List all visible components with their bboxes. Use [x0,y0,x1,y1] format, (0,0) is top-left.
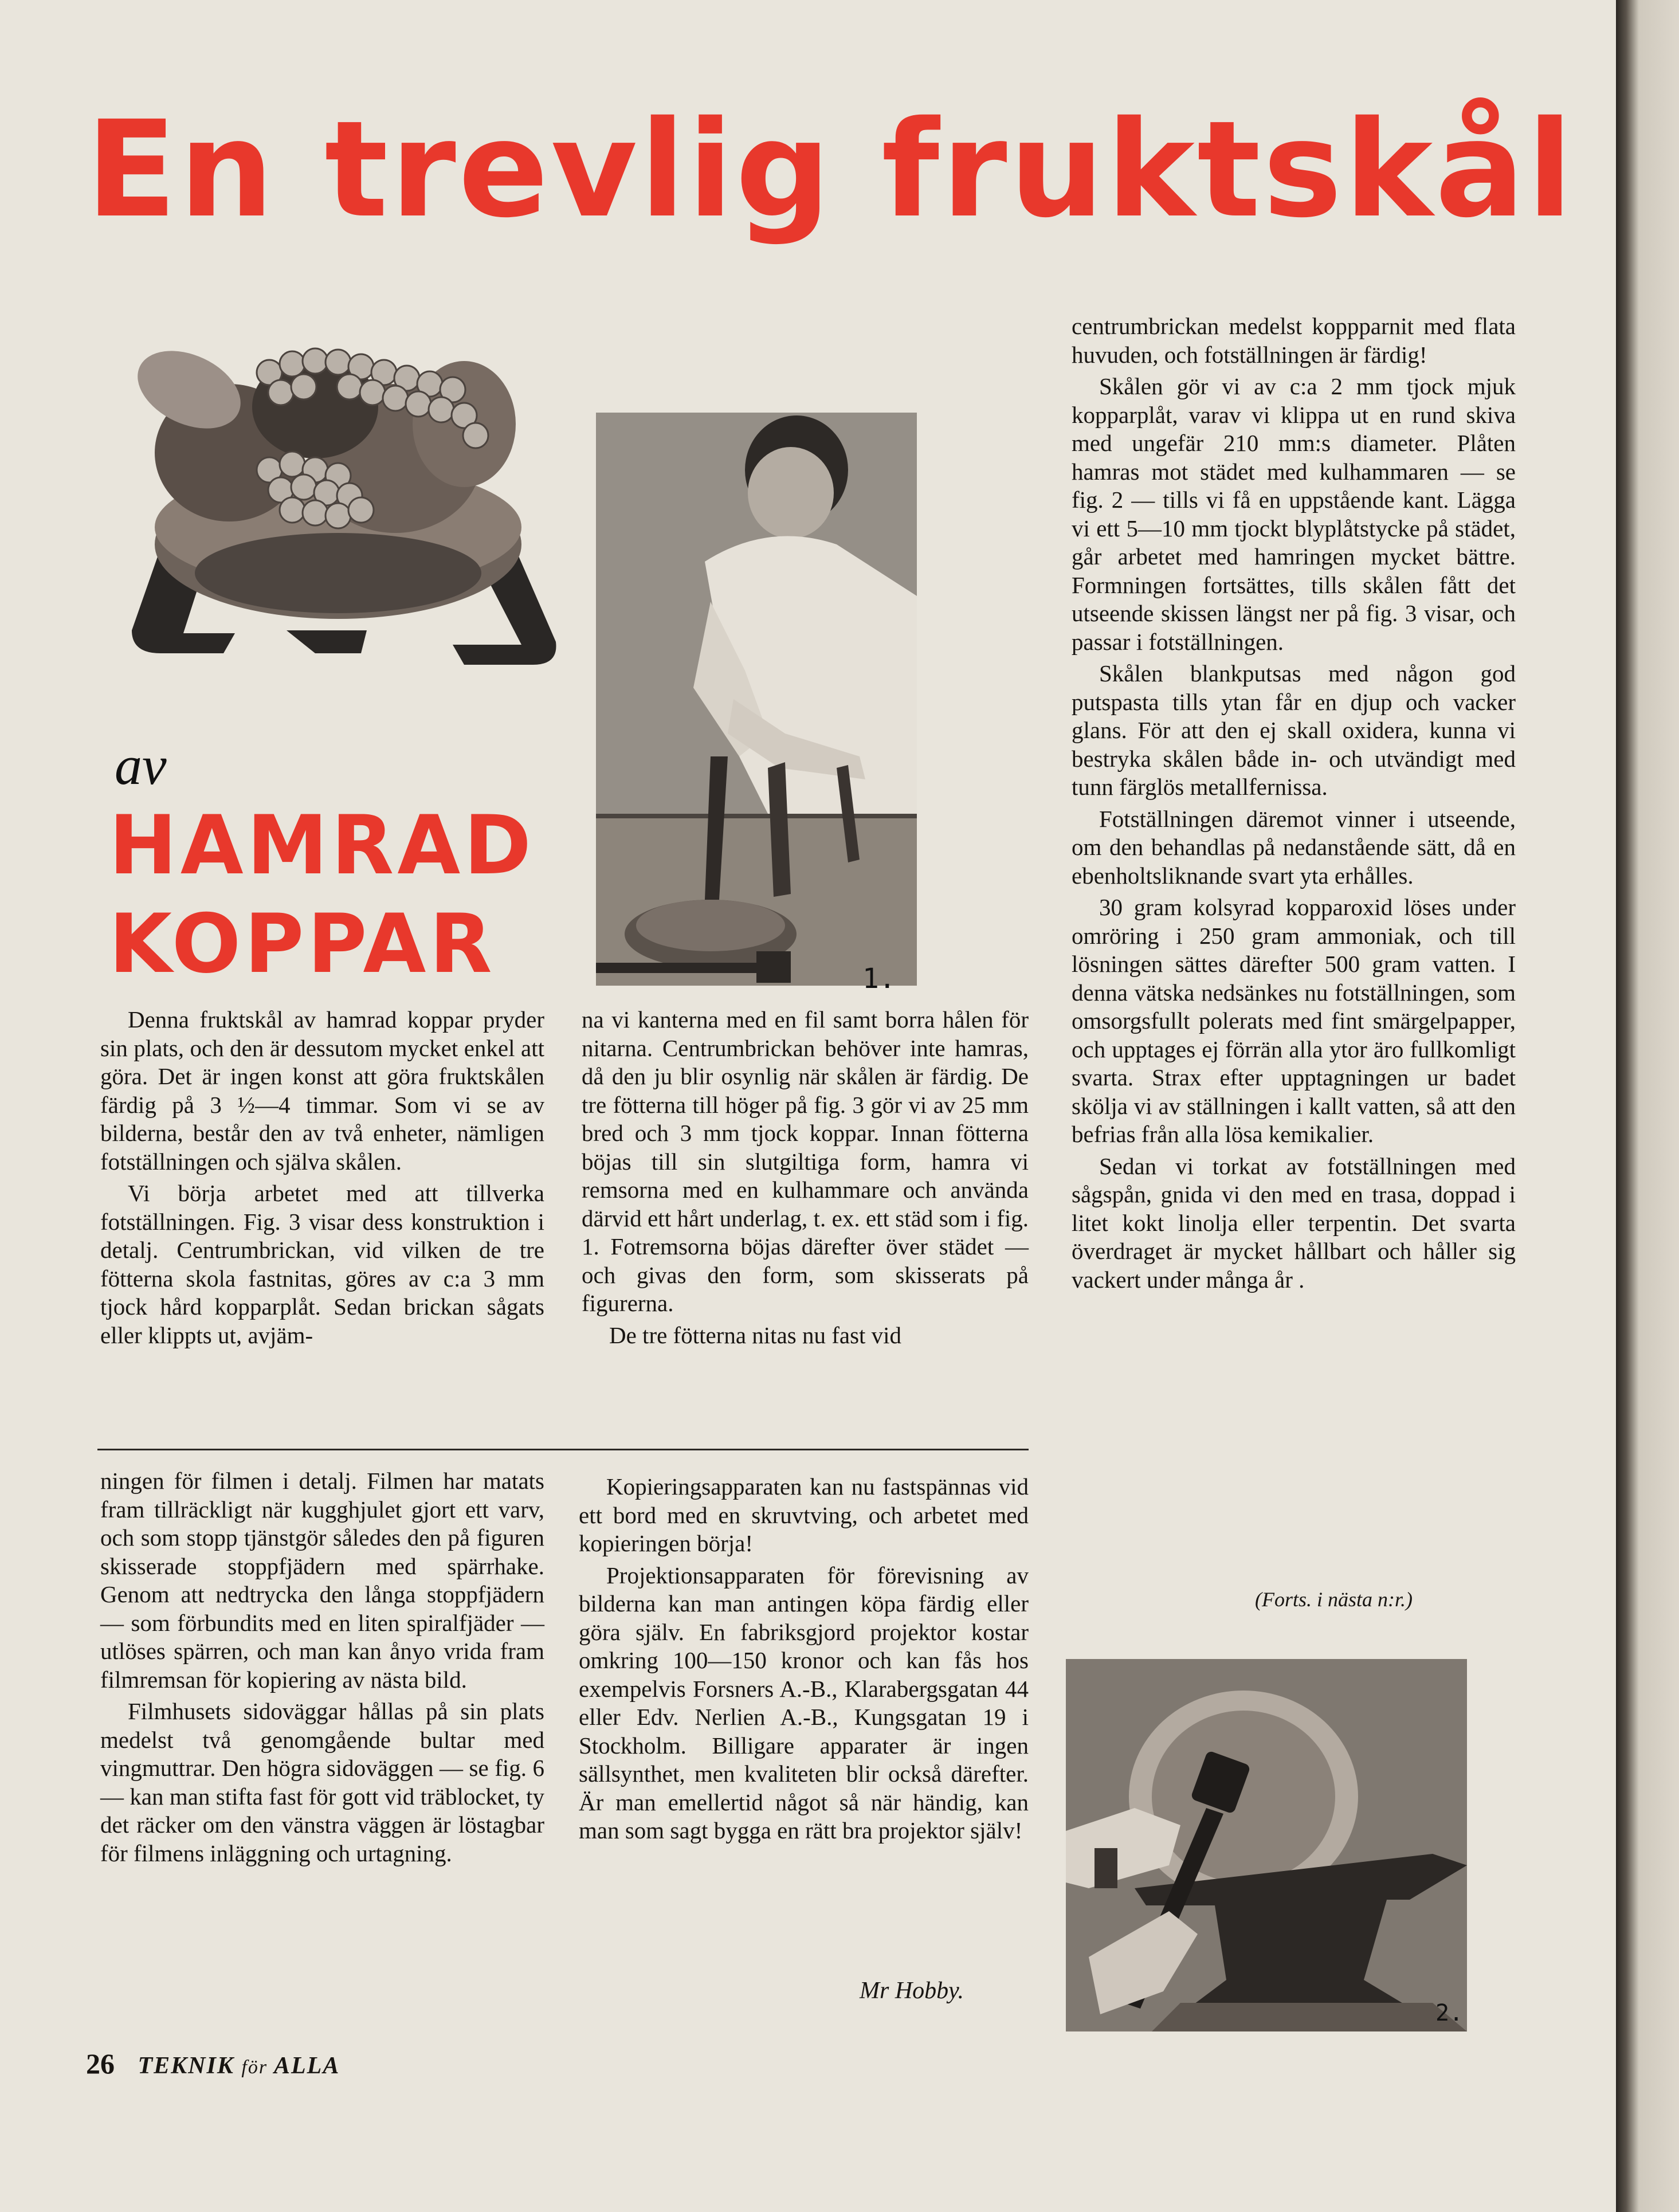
subhead-line-1: HAMRAD [109,798,535,893]
paragraph: Skålen blankputsas med någon god putspasta tills ytan får en djup och vacker glans. För att den ej skall oxidera, kunna vi bestryka skålen både in- och utvändigt med tunn färglös metallfernissa. [1072,660,1516,800]
article-title: En trevlig fruktskål [86,92,1575,247]
byline-prefix: av [115,735,167,796]
author-signature: Mr Hobby. [860,1978,964,2004]
paragraph: Sedan vi torkat av fotställningen med sågspån, gnida vi den med en trasa, doppad i litet kokt linolja eller terpentin. Det svarta överdraget är mycket hållbart och håller sig vackert under många år . [1072,1152,1516,1293]
paragraph: Denna fruktskål av hamrad koppar pryder sin plats, och den är dessutom mycket enkel att göra. Det är ingen konst att göra fruktskålen färdig på 3 ½—4 timmar. Som vi se av bilderna, består den av två enheter, nämligen fotställningen och själva skålen. [100,1006,544,1175]
paragraph: ningen för filmen i detalj. Filmen har matats fram tillräckligt när kugghjulet gjort ett varv, och som stopp tjänstgör således den på figuren skisserade stoppfjädern med spärrhake. Genom att nedtrycka den långa stoppfjädern — som förbundits med en liten spiralfjäder — utlöses spärren, och man kan ånyo vrida fram filmremsan för kopiering av nästa bild. [100,1468,544,1693]
paragraph: Kopieringsapparaten kan nu fastspännas vid ett bord med en skruvtving, och arbetet med kopieringen börja! [579,1473,1029,1556]
hammering-photo [596,413,917,986]
page-number: 26 [86,2048,115,2080]
figure-1-label: 1. [862,963,896,995]
section-divider [97,1449,1029,1450]
fruit-bowl-photo [97,321,573,711]
paragraph: na vi kanterna med en fil samt borra hålen för nitarna. Centrumbrickan behöver inte hamras, då den ju blir osynlig när skålen är färdig. De tre fötterna till höger på fig. 3 gör vi av 25 mm bred och 3 mm tjock koppar. Innan fötterna böjas till sin slutgiltiga form, hamra vi remsorna med en kulhammare och använda därvid ett hårt underlag, t. ex. ett städ som i fig. 1. Fotremsorna böjas därefter över städet — och givas den form, som skisserats på figurerna. [582,1006,1029,1316]
paragraph: Skålen gör vi av c:a 2 mm tjock mjuk kopparplåt, varav vi klippa ut en rund skiva med ungefär 210 mm:s diameter. Plåten hamras mot städet med kulhammaren — se fig. 2 — tills vi få en uppstående kant. Lägga vi ett 5—10 mm tjockt blyplåtstycke på städet, går arbetet med hamringen mycket bättre. Formningen fortsättes, tills skålen fått det utseende skissen längst ner på fig. 3 visar, och passar i fotställningen. [1072,373,1516,655]
paragraph: 30 gram kolsyrad kopparoxid löses under omröring i 250 gram ammoniak, och till lösningen sättes därefter 500 gram vatten. I denna vätska nedsänkes nu fotställningen, som omsorgsfullt polerats med fint smärgelpapper, och upptages ej förrän alla ytor äro fullkomligt svarta. Strax efter upptagningen ur badet skölja vi av ställningen i kallt vatten, så att den befrias från alla lösa kemikalier. [1072,894,1516,1147]
subhead-line-2: KOPPAR [109,897,496,991]
anvil-photo [1066,1659,1467,2031]
page-footer [86,2047,340,2080]
paragraph: De tre fötterna nitas nu fast vid [609,1321,902,1348]
figure-2-label: 2. [1435,2000,1464,2026]
paragraph: centrumbrickan medelst koppparnit med flata huvuden, och fotställningen är färdig! [1072,313,1516,368]
subheading [109,797,535,994]
article-column-3 [1072,312,1516,1294]
paragraph: Fotställningen däremot vinner i utseende, om den behandlas på nedanstående sätt, då en ebenholtsliknande svart yta erhålles. [1072,805,1516,889]
other-article-column-1 [100,1467,544,1868]
article-column-1 [100,1006,544,1350]
next-page-edge [1616,0,1679,2212]
paragraph: Vi börja arbetet med att tillverka fotställningen. Fig. 3 visar dess konstruktion i detalj. Centrumbrickan, vid vilken de tre fötterna skola fastnitas, göres av c:a 3 mm tjock hård kopparplåt. Sedan brickan sågats eller klippts ut, avjäm- [100,1180,544,1348]
paragraph: Projektionsapparaten för förevisning av bilderna kan man antingen köpa färdig eller göra själv. En fabriksgjord projektor kostar omkring 100—150 kronor och kan fås hos exempelvis Forsners A.-B., Klarabergsgatan 44 eller Edv. Nerlien A.-B., Kungsgatan 19 i Stockholm. Billigare apparater är ingen sällsynthet, men kvaliteten blir också därefter. Är man emellertid något så när händig, kan man som sagt bygga en rätt bra projektor själv! [579,1562,1029,1844]
article-column-2 [582,1006,1029,1350]
paragraph: Filmhusets sidoväggar hållas på sin plats medelst två genomgående bultar med vingmuttrar. Den högra sidoväggen — se fig. 6 — kan man stifta fast för gott vid träblocket, ty det räcker om den vänstra väggen är löstagbar för filmens inläggning och urtagning. [100,1698,544,1866]
other-article-column-2 [579,1473,1029,1845]
magazine-name: TEKNIK för ALLA [138,2053,340,2079]
continued-note: (Forts. i nästa n:r.) [1255,1588,1413,1611]
